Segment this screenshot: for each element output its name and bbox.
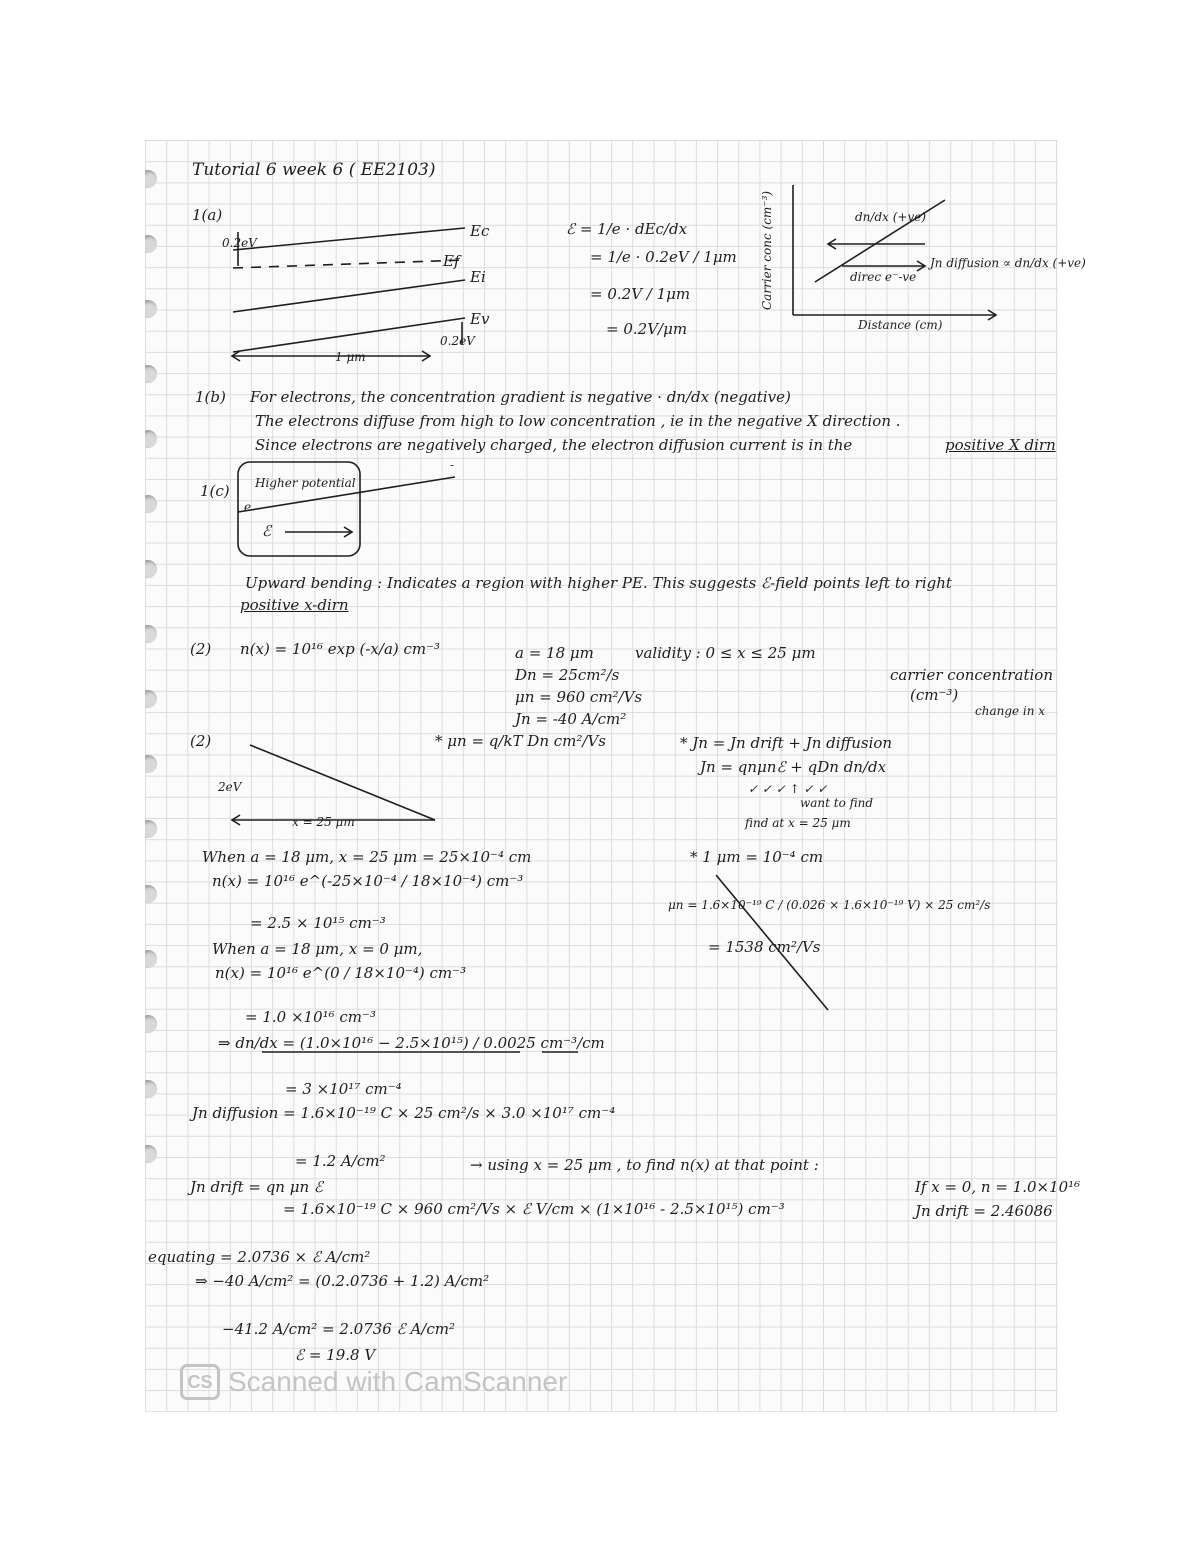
work-line: Jn diffusion = 1.6×10⁻¹⁹ C × 25 cm²/s × 3.0 ×10¹⁷ cm⁻⁴ <box>192 1104 616 1122</box>
work-line: Jn drift = qn μn ℰ <box>190 1178 323 1196</box>
camscanner-watermark <box>180 1362 567 1402</box>
work-line: When a = 18 μm, x = 0 μm, <box>212 940 423 958</box>
change-in-x-label: change in x <box>975 704 1046 718</box>
want-to-find: want to find <box>800 796 874 810</box>
jn-eq-1: * Jn = Jn drift + Jn diffusion <box>680 734 893 752</box>
work-line: = 1.6×10⁻¹⁹ C × 960 cm²/Vs × ℰ V/cm × (1×10¹⁶ - 2.5×10¹⁵) cm⁻³ <box>283 1200 785 1218</box>
work-line: n(x) = 10¹⁶ e^(-25×10⁻⁴ / 18×10⁻⁴) cm⁻³ <box>212 872 524 890</box>
work-line: ⇒ −40 A/cm² = (0.2.0736 + 1.2) A/cm² <box>195 1272 490 1290</box>
work-line: = 2.5 × 10¹⁵ cm⁻³ <box>250 914 386 932</box>
section-label-1b: 1(b) <box>195 388 226 406</box>
side-note-2: Jn drift = 2.46086 <box>915 1202 1053 1220</box>
param-dn: Dn = 25cm²/s <box>515 666 620 684</box>
checkmarks: ✓ ✓ ✓ ↑ ✓ ✓ <box>748 782 828 796</box>
p1b-line: Since electrons are negatively charged, the electron diffusion current is in the <box>255 436 853 454</box>
graph-xlabel: Distance (cm) <box>858 318 943 332</box>
ei-line <box>233 280 465 312</box>
page-title: Tutorial 6 week 6 ( EE2103) <box>192 160 436 180</box>
ec-label: Ec <box>470 222 490 240</box>
electron-symbol: e <box>244 500 252 514</box>
camscanner-logo-icon: CS <box>180 1364 220 1400</box>
field-calc-line: ℰ = 1/e · dEc/dx <box>566 220 688 238</box>
ev-label: Ev <box>470 310 490 328</box>
mobility-calc: μn = 1.6×10⁻¹⁹ C / (0.026 × 1.6×10⁻¹⁹ V) × 25 cm²/s <box>668 898 991 912</box>
section-label-2: (2) <box>190 640 212 658</box>
graph-ylabel: Carrier conc (cm⁻³) <box>760 190 774 310</box>
carrier-conc-label: carrier concentration <box>890 666 1053 684</box>
watermark-text: Scanned with CamScanner <box>228 1366 568 1397</box>
jn-eq-2: Jn = qnμnℰ + qDn dn/dx <box>700 758 887 776</box>
work-line: → using x = 25 μm , to find n(x) at that point : <box>470 1156 819 1174</box>
carrier-conc-unit: (cm⁻³) <box>910 686 959 704</box>
work-line: When a = 18 μm, x = 25 μm = 25×10⁻⁴ cm <box>202 848 532 866</box>
work-line: −41.2 A/cm² = 2.0736 ℰ A/cm² <box>222 1320 455 1338</box>
work-line: ⇒ dn/dx = (1.0×10¹⁶ − 2.5×10¹⁵) / 0.0025 cm⁻³/cm <box>218 1034 605 1052</box>
field-symbol: ℰ <box>262 522 272 540</box>
side-note-1: If x = 0, n = 1.0×10¹⁶ <box>915 1178 1081 1196</box>
field-calc-line: = 1/e · 0.2eV / 1μm <box>590 248 737 266</box>
p1b-line: For electrons, the concentration gradient is negative · dn/dx (negative) <box>250 388 791 406</box>
mobility-eq: * μn = q/kT Dn cm²/Vs <box>435 732 606 750</box>
graph-jn-label: Jn diffusion ∝ dn/dx (+ve) <box>930 256 1086 270</box>
unit-conversion: * 1 μm = 10⁻⁴ cm <box>690 848 824 866</box>
work-line: = 1.2 A/cm² <box>295 1152 386 1170</box>
minus-symbol: - <box>450 458 455 472</box>
work-line: n(x) = 10¹⁶ e^(0 / 18×10⁻⁴) cm⁻³ <box>215 964 467 982</box>
ef-line <box>233 260 465 268</box>
validity-label: validity : 0 ≤ x ≤ 25 μm <box>635 644 816 662</box>
work-line: equating = 2.0736 × ℰ A/cm² <box>148 1248 371 1266</box>
graph-slope-label: dn/dx (+ve) <box>855 210 927 224</box>
ef-label: Ef <box>443 252 460 270</box>
energy-slope-line <box>250 745 435 820</box>
work-line: = 3 ×10¹⁷ cm⁻⁴ <box>285 1080 402 1098</box>
section-label-1a: 1(a) <box>192 206 223 224</box>
gap-bottom-label: 0.2eV <box>440 334 475 348</box>
work-line: = 1.0 ×10¹⁶ cm⁻³ <box>245 1008 376 1026</box>
p1b-line: The electrons diffuse from high to low concentration , ie in the negative X direction . <box>255 412 901 430</box>
upward-bending-line: Upward bending : Indicates a region with higher PE. This suggests ℰ-field points left to right <box>245 574 952 592</box>
field-calc-result: = 0.2V/μm <box>606 320 688 338</box>
ev-label: 2eV <box>218 780 242 794</box>
gap-top-label: 0.2eV <box>222 236 257 250</box>
param-mun: μn = 960 cm²/Vs <box>515 688 643 706</box>
concentration-equation: n(x) = 10¹⁶ exp (-x/a) cm⁻³ <box>240 640 441 658</box>
param-a: a = 18 μm <box>515 644 594 662</box>
find-at-label: find at x = 25 μm <box>745 816 851 830</box>
section-label-1c: 1(c) <box>200 482 230 500</box>
graph-e-motion: direc e⁻-ve <box>850 270 917 284</box>
ec-line <box>233 228 465 250</box>
work-line: ℰ = 19.8 V <box>295 1346 376 1364</box>
ev-line <box>233 318 465 352</box>
upward-bending-dirn: positive x-dirn <box>240 596 349 614</box>
p1b-underlined: positive X dirn <box>945 436 1056 454</box>
param-jn: Jn = -40 A/cm² <box>515 710 627 728</box>
higher-potential-label: Higher potential <box>255 476 356 490</box>
field-calc-line: = 0.2V / 1μm <box>590 285 691 303</box>
length-label: 1 μm <box>335 350 366 364</box>
ei-label: Ei <box>470 268 486 286</box>
mobility-result: = 1538 cm²/Vs <box>708 938 821 956</box>
distance-label: x = 25 μm <box>292 815 355 829</box>
section-label-2b: (2) <box>190 732 212 750</box>
